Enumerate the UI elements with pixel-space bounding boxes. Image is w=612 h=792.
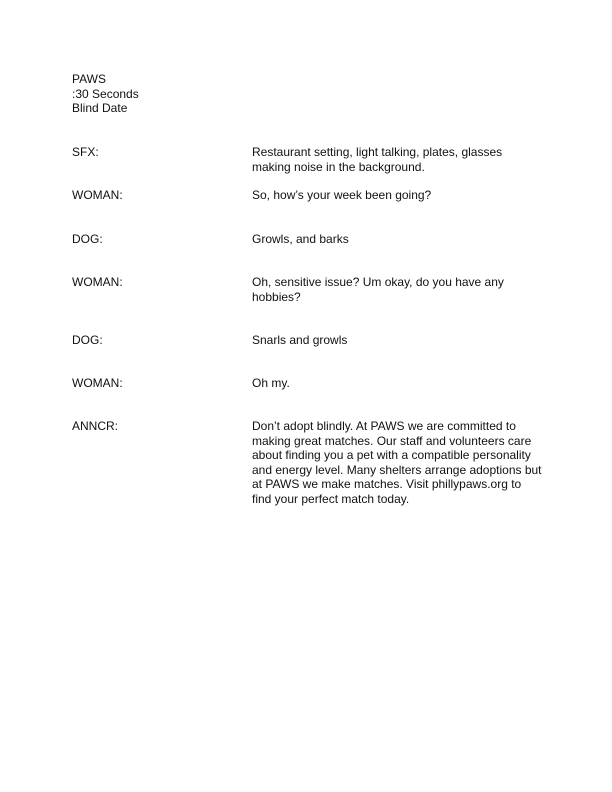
script-line: So, how’s your week been going? [252,188,432,202]
client-name: PAWS [72,72,107,86]
speaker-label: DOG: [72,232,103,246]
speaker-label: SFX: [72,145,99,159]
script-line: Growls, and barks [252,232,349,246]
speaker-label: WOMAN: [72,376,123,390]
script-line: Oh, sensitive issue? Um okay, do you have any hobbies? [252,275,504,304]
script-line: Oh my. [252,376,290,390]
script-line: Snarls and growls [252,333,348,347]
speaker-label: ANNCR: [72,419,119,433]
script-header [72,72,139,116]
script-line: Restaurant setting, light talking, plates, glasses making noise in the background. [252,145,503,174]
spot-title: Blind Date [72,101,128,115]
speaker-label: WOMAN: [72,188,123,202]
spot-length: :30 Seconds [72,86,139,101]
script-line: Don’t adopt blindly. At PAWS we are committed to making great matches. Our staff and volunteers care about finding you a pet with a compatible personality and energy level. Many shelters arrange adoptions but at PAWS we make matches. Visit phillypaws.org to find your perfect match today. [252,419,542,506]
speaker-label: WOMAN: [72,275,123,289]
speaker-label: DOG: [72,333,103,347]
